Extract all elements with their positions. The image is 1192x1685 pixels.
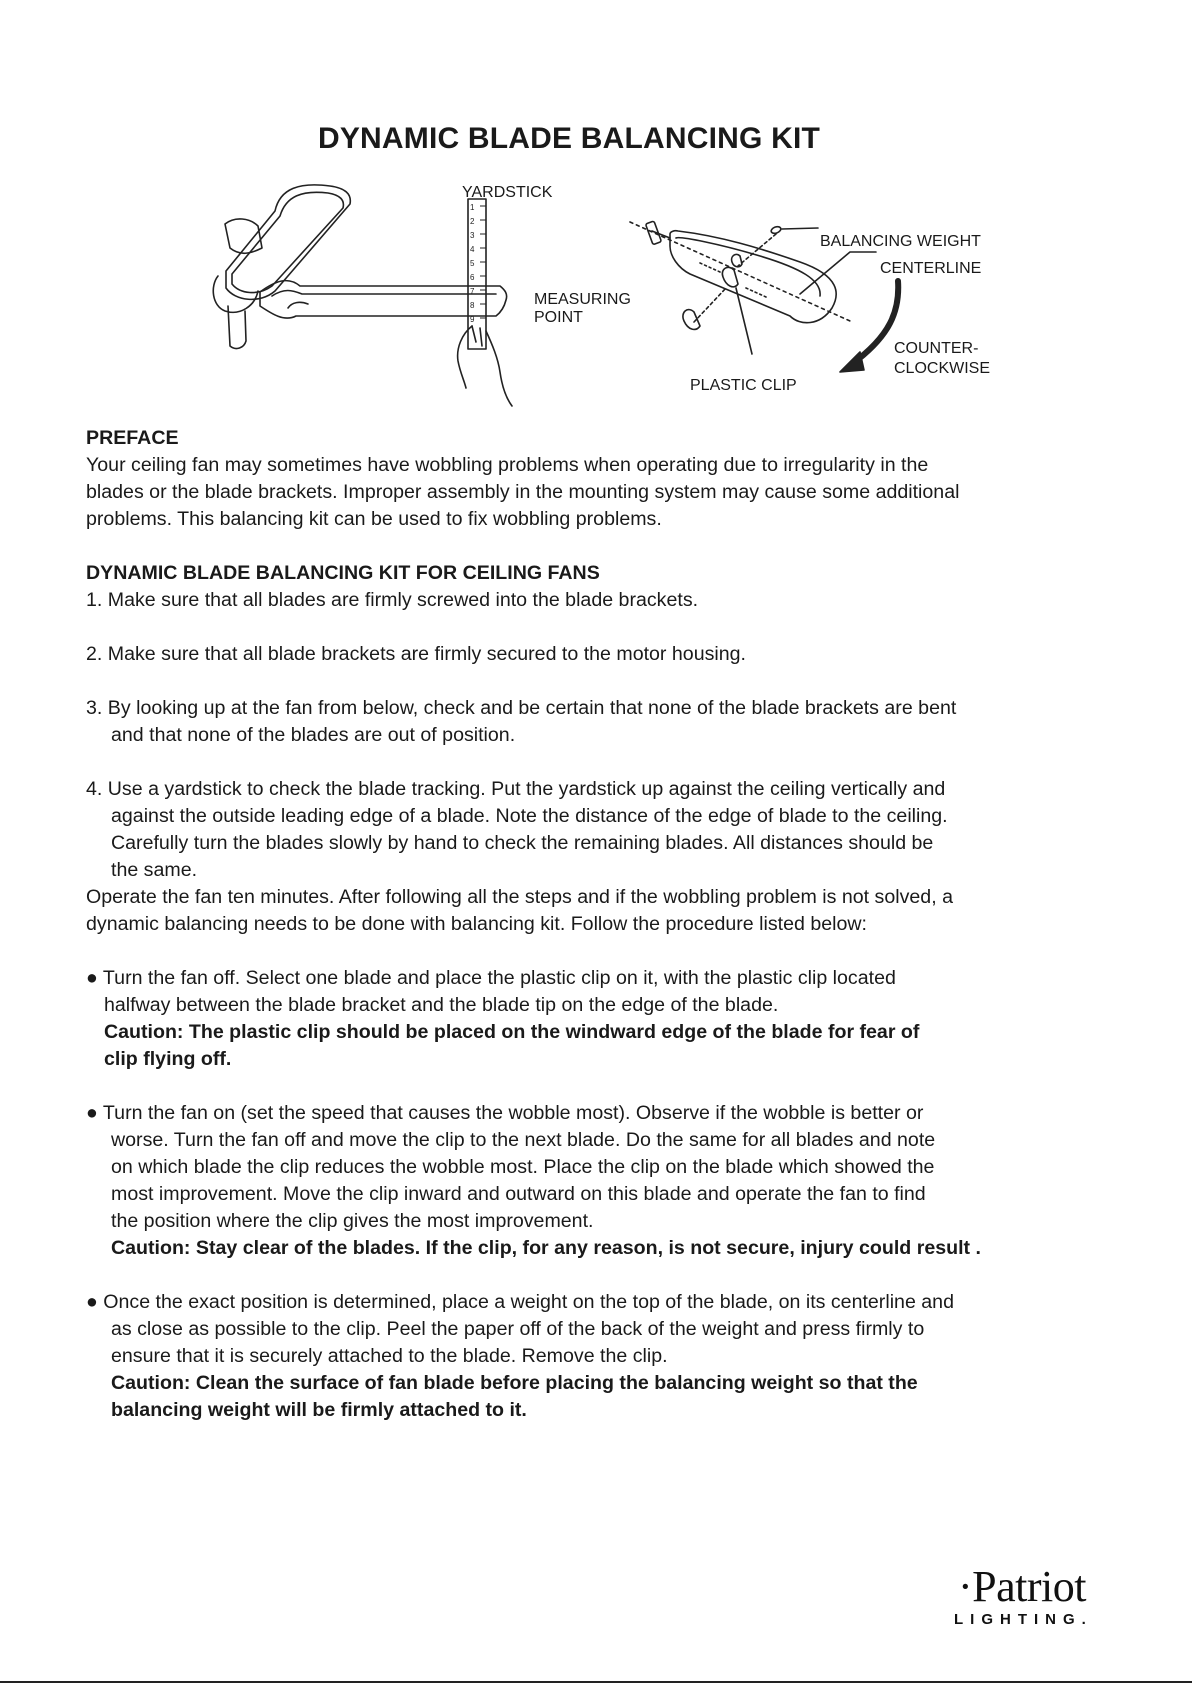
logo-brand: ·Patriot xyxy=(958,1562,1086,1611)
logo-subtitle: LIGHTING. xyxy=(954,1611,1093,1628)
bullet-3-caution: Caution: Clean the surface of fan blade before placing the balancing weight so that the xyxy=(111,1372,918,1394)
yardstick-tick: 8 xyxy=(470,301,475,310)
page-title: DYNAMIC BLADE BALANCING KIT xyxy=(317,122,821,155)
step-4-cont: the same. xyxy=(111,859,198,881)
step-3-cont: and that none of the blades are out of position. xyxy=(111,724,516,746)
bullet-2-cont: worse. Turn the fan off and move the clip to the next blade. Do the same for all blades and note xyxy=(111,1129,936,1151)
operate-note: dynamic balancing needs to be done with balancing kit. Follow the procedure listed below: xyxy=(86,913,867,935)
step-4-cont: Carefully turn the blades slowly by hand to check the remaining blades. All distances should be xyxy=(111,832,934,854)
measuring-point-label-1: MEASURING xyxy=(534,291,631,308)
bullet-2-caution: Caution: Stay clear of the blades. If the clip, for any reason, is not secure, injury could result . xyxy=(111,1237,981,1259)
bullet-1-caution: clip flying off. xyxy=(104,1048,232,1070)
yardstick-tick: 1 xyxy=(470,203,475,212)
operate-note: Operate the fan ten minutes. After following all the steps and if the wobbling problem is not solved, a xyxy=(86,886,953,908)
preface-heading: PREFACE xyxy=(86,427,179,449)
step-1: 1. Make sure that all blades are firmly screwed into the blade brackets. xyxy=(86,589,699,611)
instructions-body xyxy=(86,425,1116,1424)
bullet-2: ● Turn the fan on (set the speed that causes the wobble most). Observe if the wobble is better or xyxy=(86,1102,924,1124)
step-4: 4. Use a yardstick to check the blade tracking. Put the yardstick up against the ceiling vertically and xyxy=(86,778,946,800)
bullet-2-cont: most improvement. Move the clip inward and outward on this blade and operate the fan to find xyxy=(111,1183,926,1205)
yardstick-tick: 7 xyxy=(470,287,475,296)
patriot-lighting-logo xyxy=(950,1562,1130,1635)
balancing-diagram xyxy=(200,176,1100,416)
yardstick-tick: 5 xyxy=(470,259,475,268)
yardstick-tick: 9 xyxy=(470,315,475,324)
bullet-3-cont: ensure that it is securely attached to the blade. Remove the clip. xyxy=(111,1345,668,1367)
step-4-cont: against the outside leading edge of a blade. Note the distance of the edge of blade to the ceiling. xyxy=(111,805,948,827)
bullet-1-cont: halfway between the blade bracket and the blade tip on the edge of the blade. xyxy=(104,994,779,1016)
bullet-1: ● Turn the fan off. Select one blade and place the plastic clip on it, with the plastic clip located xyxy=(86,967,896,989)
bullet-3-caution: balancing weight will be firmly attached to it. xyxy=(111,1399,527,1421)
balancing-weight-label: BALANCING WEIGHT xyxy=(820,233,981,250)
bullet-2-cont: on which blade the clip reduces the wobble most. Place the clip on the blade which showed the xyxy=(111,1156,935,1178)
preface-line: Your ceiling fan may sometimes have wobbling problems when operating due to irregularity in the xyxy=(86,454,929,476)
yardstick-tick: 3 xyxy=(470,231,475,240)
bullet-1-caution: Caution: The plastic clip should be placed on the windward edge of the blade for fear of xyxy=(104,1021,920,1043)
bullet-3-cont: as close as possible to the clip. Peel the paper off of the back of the weight and press firmly to xyxy=(111,1318,925,1340)
section-heading: DYNAMIC BLADE BALANCING KIT FOR CEILING FANS xyxy=(86,562,600,584)
step-2: 2. Make sure that all blade brackets are firmly secured to the motor housing. xyxy=(86,643,746,665)
centerline-label: CENTERLINE xyxy=(880,260,982,277)
diagram-illustration xyxy=(200,176,1100,416)
bullet-3: ● Once the exact position is determined, place a weight on the top of the blade, on its centerline and xyxy=(86,1291,954,1313)
counter-clockwise-label-2: CLOCKWISE xyxy=(894,360,991,377)
plastic-clip-label: PLASTIC CLIP xyxy=(690,377,797,394)
yardstick-tick: 2 xyxy=(470,217,475,226)
counter-clockwise-label-1: COUNTER- xyxy=(894,340,979,357)
bullet-2-cont: the position where the clip gives the most improvement. xyxy=(111,1210,594,1232)
preface-line: blades or the blade brackets. Improper assembly in the mounting system may cause some additional xyxy=(86,481,960,503)
yardstick-tick: 6 xyxy=(470,273,475,282)
page-bottom-rule xyxy=(0,1681,1192,1683)
preface-line: problems. This balancing kit can be used to fix wobbling problems. xyxy=(86,508,662,530)
yardstick-tick: 4 xyxy=(470,245,475,254)
measuring-point-label-2: POINT xyxy=(534,309,583,326)
step-3: 3. By looking up at the fan from below, check and be certain that none of the blade brackets are bent xyxy=(86,697,957,719)
yardstick-label: YARDSTICK xyxy=(462,184,553,201)
